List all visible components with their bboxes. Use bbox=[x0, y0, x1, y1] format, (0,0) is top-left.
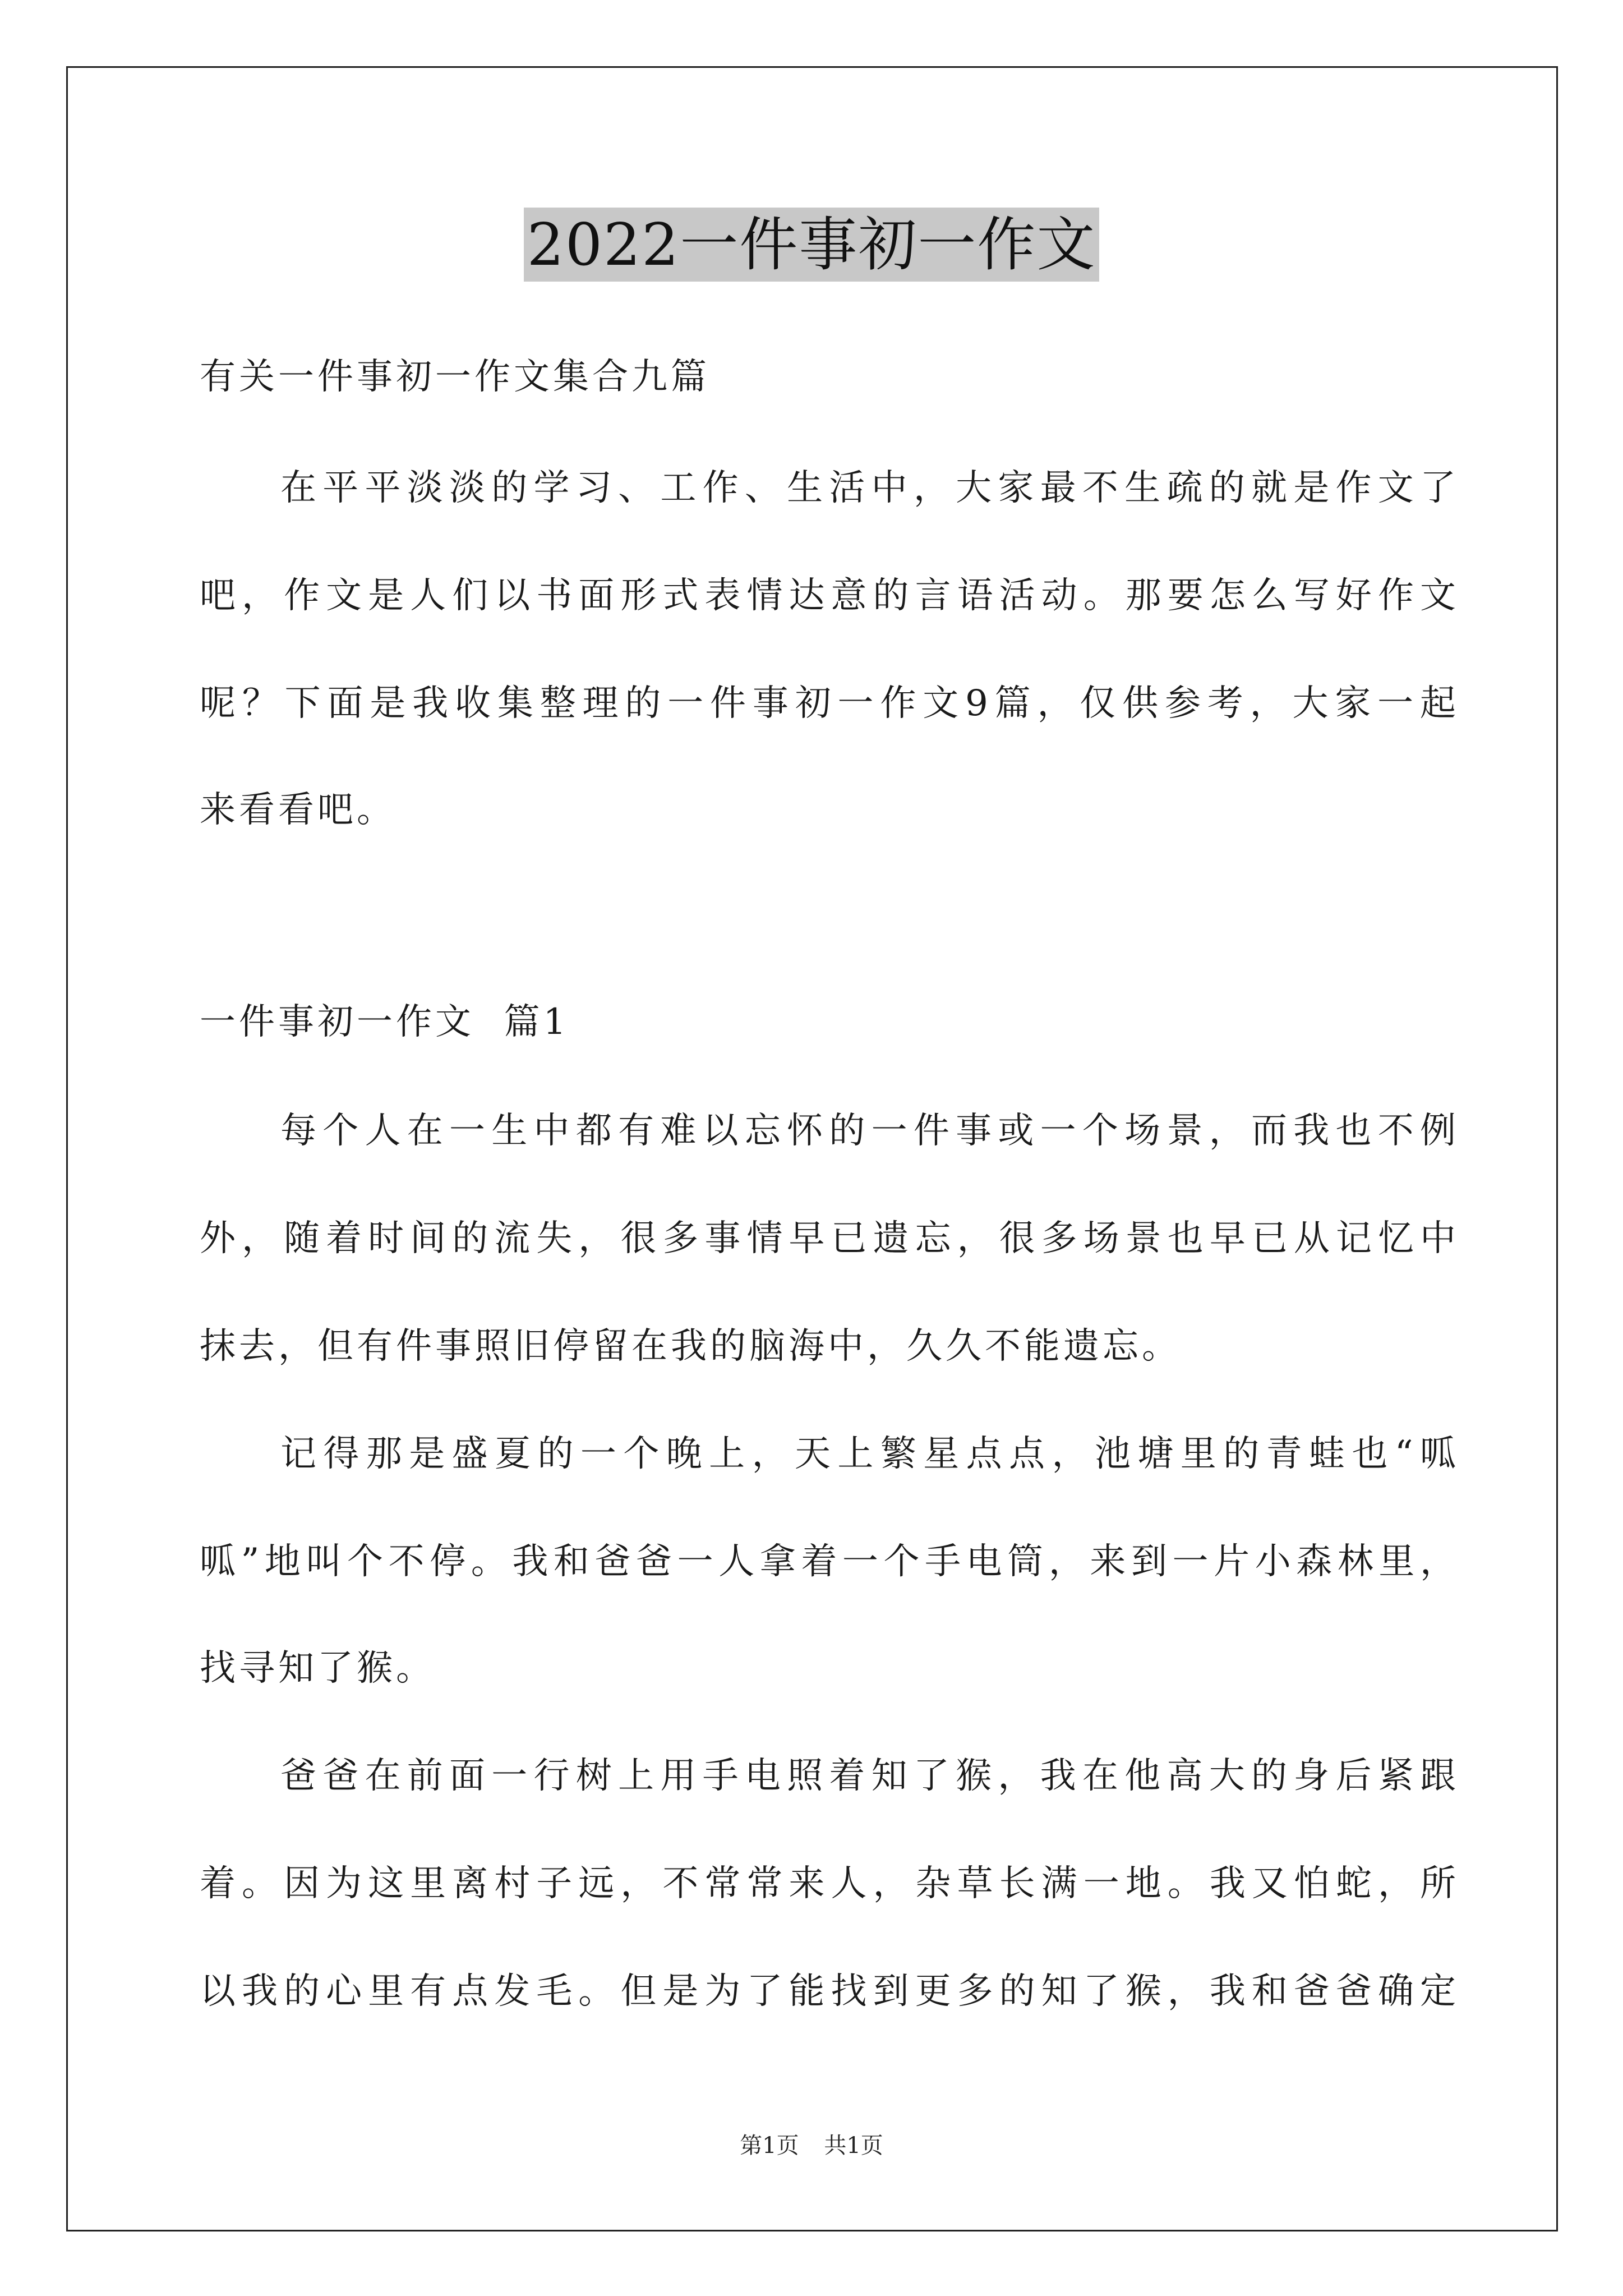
title-container bbox=[0, 208, 1623, 282]
document-title: 2022一件事初一作文 bbox=[524, 208, 1100, 282]
section-heading: 一件事初一作文 篇1 bbox=[200, 1001, 570, 1043]
paragraph-line: 爸爸在前面一行树上用手电照着知了猴，我在他高大的身后紧跟 bbox=[280, 1755, 1456, 1797]
page-number-total: 共1页 bbox=[824, 2133, 883, 2159]
page-footer bbox=[0, 2132, 1623, 2160]
intro-line: 呢？下面是我收集整理的一件事初一作文9篇，仅供参考，大家一起 bbox=[200, 683, 1456, 724]
intro-line: 来看看吧。 bbox=[200, 789, 396, 831]
paragraph-line: 以我的心里有点发毛。但是为了能找到更多的知了猴，我和爸爸确定 bbox=[200, 1971, 1456, 2012]
paragraph-line: 找寻知了猴。 bbox=[200, 1648, 435, 1689]
paragraph-line: 每个人在一生中都有难以忘怀的一件事或一个场景，而我也不例 bbox=[280, 1110, 1456, 1152]
intro-line: 在平平淡淡的学习、工作、生活中，大家最不生疏的就是作文了 bbox=[280, 467, 1456, 509]
page-number-current: 第1页 bbox=[740, 2133, 799, 2159]
paragraph-line: 记得那是盛夏的一个晚上，天上繁星点点，池塘里的青蛙也“呱 bbox=[280, 1433, 1456, 1475]
paragraph-line: 着。因为这里离村子远，不常常来人，杂草长满一地。我又怕蛇，所 bbox=[200, 1863, 1456, 1904]
paragraph-line: 呱”地叫个不停。我和爸爸一人拿着一个手电筒，来到一片小森林里， bbox=[200, 1541, 1456, 1582]
intro-line: 吧，作文是人们以书面形式表情达意的言语活动。那要怎么写好作文 bbox=[200, 575, 1456, 616]
document-subtitle: 有关一件事初一作文集合九篇 bbox=[200, 356, 710, 398]
paragraph-line: 抹去，但有件事照旧停留在我的脑海中，久久不能遗忘。 bbox=[200, 1326, 1181, 1367]
paragraph-line: 外，随着时间的流失，很多事情早已遗忘，很多场景也早已从记忆中 bbox=[200, 1218, 1456, 1259]
